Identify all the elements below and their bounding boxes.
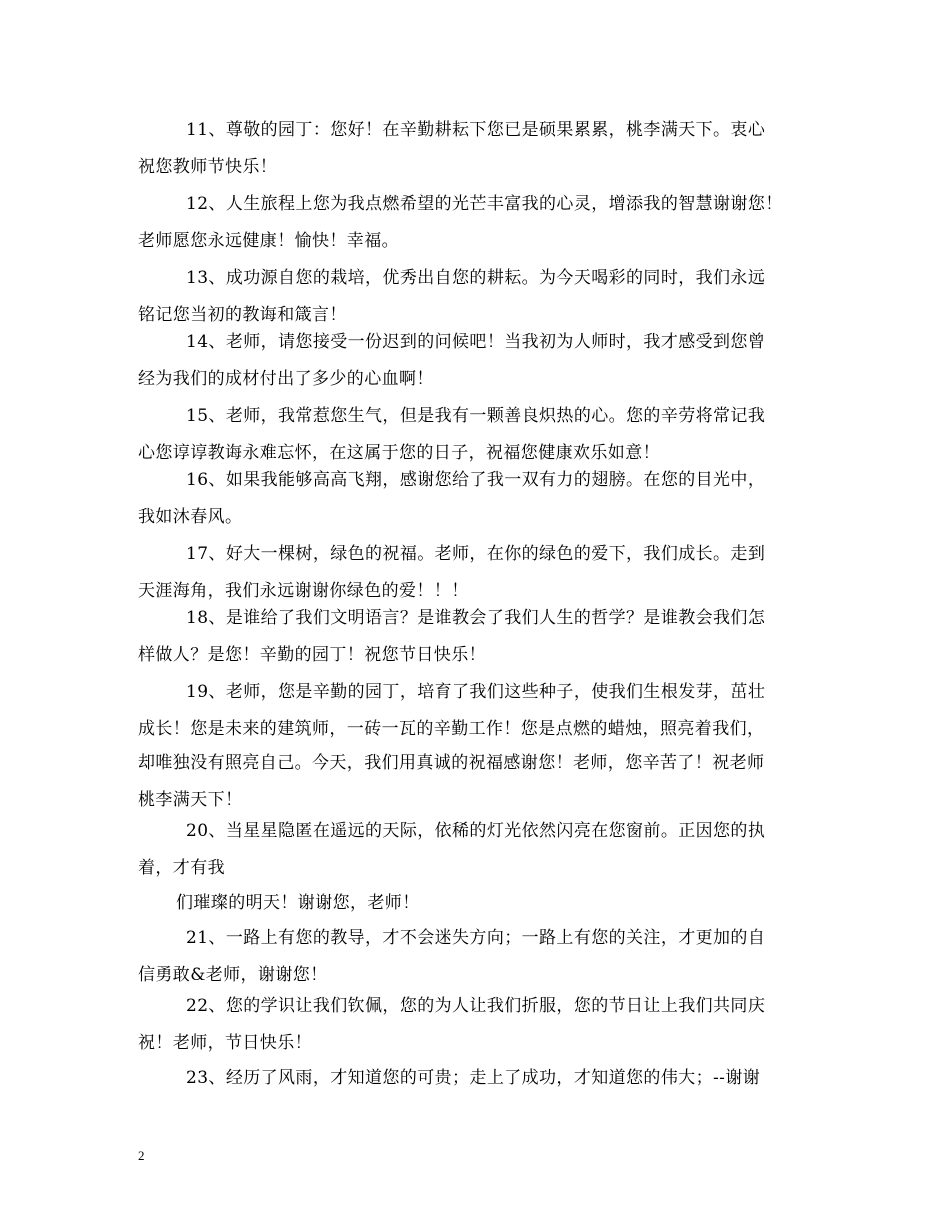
text-line: 天涯海角，我们永远谢谢你绿色的爱！！！ [138,581,469,601]
text-line: 19、老师，您是辛勤的园丁，培育了我们这些种子，使我们生根发芽，茁壮 [186,682,766,702]
text-line: 老师愿您永远健康！愉快！幸福。 [138,231,399,251]
text-line: 祝您教师节快乐！ [138,157,278,177]
text-line: 15、老师，我常惹您生气，但是我有一颗善良炽热的心。您的辛劳将常记我 [186,406,766,426]
text-line: 桃李满天下！ [138,790,243,810]
text-line: 心您谆谆教诲永难忘怀，在这属于您的日子，祝福您健康欢乐如意！ [138,443,660,463]
page-number: 2 [138,1148,145,1163]
text-line: 17、好大一棵树，绿色的祝福。老师，在你的绿色的爱下，我们成长。走到 [186,544,766,564]
text-line: 22、您的学识让我们钦佩，您的为人让我们折服，您的节日让上我们共同庆 [186,996,766,1016]
text-line: 经为我们的成材付出了多少的心血啊！ [138,369,434,389]
text-line: 18、是谁给了我们文明语言？是谁教会了我们人生的哲学？是谁教会我们怎 [186,608,766,628]
text-line: 12、人生旅程上您为我点燃希望的光芒丰富我的心灵，增添我的智慧谢谢您！ [186,194,783,214]
text-line: 样做人？是您！辛勤的园丁！祝您节日快乐！ [138,645,486,665]
text-line: 11、尊敬的园丁：您好！在辛勤耕耘下您已是硕果累累，桃李满天下。衷心 [186,120,766,140]
text-line: 铭记您当初的教诲和箴言！ [138,305,347,325]
text-line: 信勇敢&老师，谢谢您！ [138,965,328,985]
text-line: 13、成功源自您的栽培，优秀出自您的耕耘。为今天喝彩的同时，我们永远 [186,268,766,288]
text-line: 14、老师，请您接受一份迟到的问候吧！当我初为人师时，我才感受到您曾 [186,332,766,352]
text-line: 们璀璨的明天！谢谢您，老师！ [176,893,420,913]
text-line: 20、当星星隐匿在遥远的天际，依稀的灯光依然闪亮在您窗前。正因您的执 [186,821,766,841]
text-line: 着，才有我 [138,858,225,878]
text-line: 祝！老师，节日快乐！ [138,1033,312,1053]
text-line: 21、一路上有您的教导，才不会迷失方向；一路上有您的关注，才更加的自 [186,928,766,948]
text-line: 我如沐春风。 [138,507,243,527]
text-line: 23、经历了风雨，才知道您的可贵；走上了成功，才知道您的伟大；--谢谢 [186,1068,761,1088]
text-line: 成长！您是未来的建筑师，一砖一瓦的辛勤工作！您是点燃的蜡烛，照亮着我们， [138,719,765,739]
text-line: 却唯独没有照亮自己。今天，我们用真诚的祝福感谢您！老师，您辛苦了！祝老师 [138,753,765,773]
text-line: 16、如果我能够高高飞翔，感谢您给了我一双有力的翅膀。在您的目光中， [186,470,766,490]
